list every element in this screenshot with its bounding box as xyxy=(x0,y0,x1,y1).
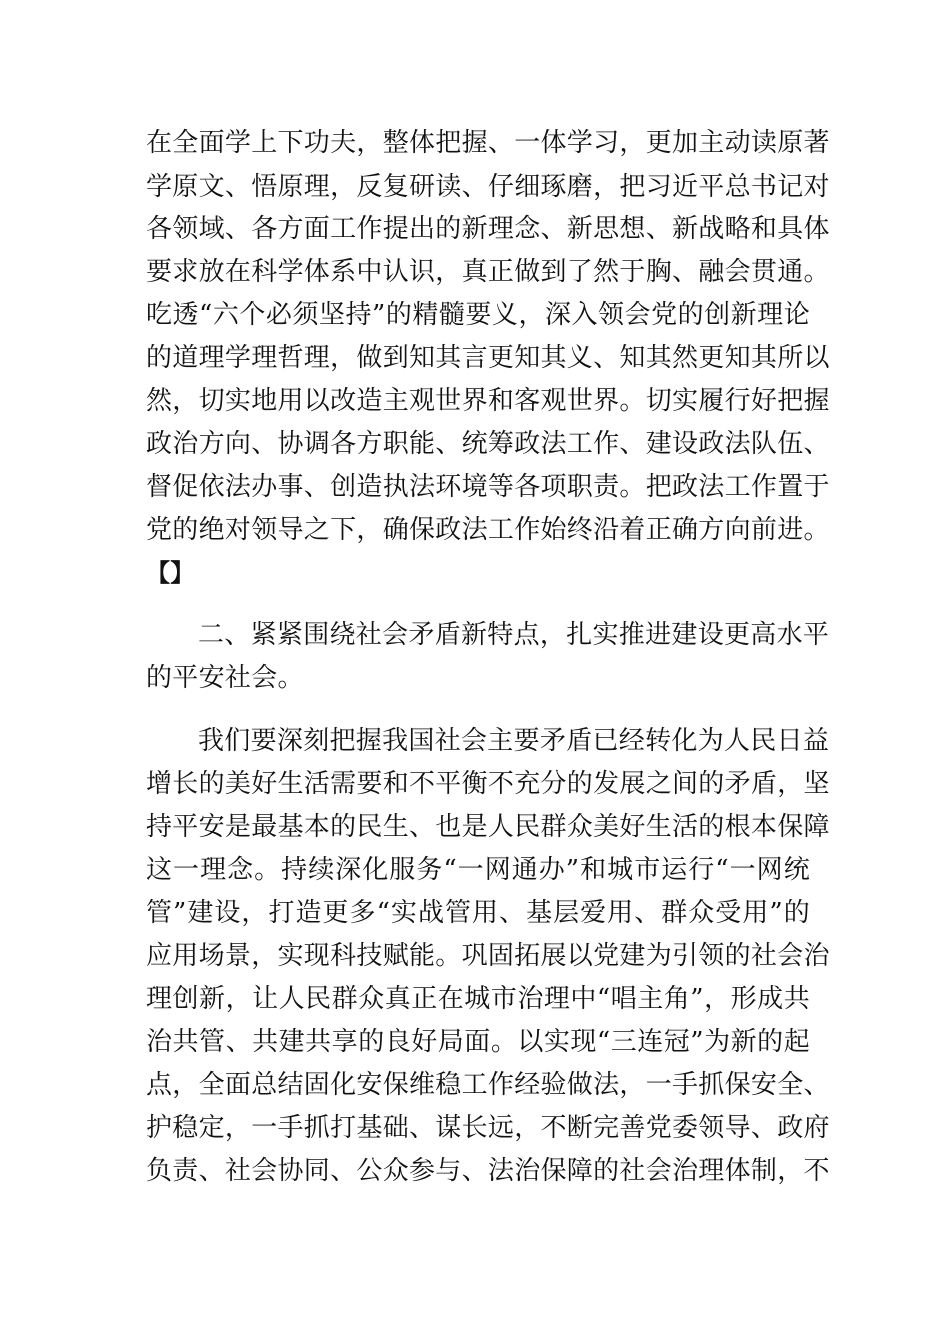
paragraph-2-line-6: 应用场景，实现科技赋能。巩固拓展以党建为引领的社会治 xyxy=(146,941,830,971)
paragraph-1-line-9: 督促依法办事、创造执法环境等各项职责。把政法工作置于 xyxy=(146,472,830,502)
paragraph-1-line-7: 然，切实地用以改造主观世界和客观世界。切实履行好把握 xyxy=(146,386,830,416)
paragraph-1-line-1: 在全面学上下功夫，整体把握、一体学习，更加主动读原著 xyxy=(146,128,830,158)
paragraph-2-line-11: 负责、社会协同、公众参与、法治保障的社会治理体制，不 xyxy=(146,1156,830,1186)
section-2-heading-line-2: 的平安社会。 xyxy=(146,663,304,693)
paragraph-1-line-4: 要求放在科学体系中认识，真正做到了然于胸、融会贯通。 xyxy=(146,257,830,287)
paragraph-2-line-3: 持平安是最基本的民生、也是人民群众美好生活的根本保障 xyxy=(146,812,830,842)
paragraph-1-line-10: 党的绝对领导之下，确保政法工作始终沿着正确方向前进。 xyxy=(146,515,830,545)
paragraph-2-line-10: 护稳定，一手抓打基础、谋长远，不断完善党委领导、政府 xyxy=(146,1113,830,1143)
section-2-heading-line-1: 二、紧紧围绕社会矛盾新特点，扎实推进建设更高水平 xyxy=(198,620,830,650)
paragraph-1-line-3: 各领域、各方面工作提出的新理念、新思想、新战略和具体 xyxy=(146,214,830,244)
paragraph-2-line-2: 增长的美好生活需要和不平衡不充分的发展之间的矛盾，坚 xyxy=(146,769,830,799)
paragraph-2-line-1: 我们要深刻把握我国社会主要矛盾已经转化为人民日益 xyxy=(198,726,830,756)
paragraph-1-line-8: 政治方向、协调各方职能、统筹政法工作、建设政法队伍、 xyxy=(146,429,830,459)
paragraph-2-line-8: 治共管、共建共享的良好局面。以实现“三连冠”为新的起 xyxy=(146,1027,810,1057)
paragraph-2-line-7: 理创新，让人民群众真正在城市治理中“唱主角”，形成共 xyxy=(146,984,810,1014)
paragraph-2-line-4: 这一理念。持续深化服务“一网通办”和城市运行“一网统 xyxy=(146,855,810,885)
paragraph-2-line-5: 管”建设，打造更多“实战管用、基层爱用、群众受用”的 xyxy=(146,898,810,928)
paragraph-1-line-5: 吃透“六个必须坚持”的精髓要义，深入领会党的创新理论 xyxy=(146,300,810,330)
paragraph-2-line-9: 点，全面总结固化安保维稳工作经验做法，一手抓保安全、 xyxy=(146,1070,830,1100)
paragraph-1-line-2: 学原文、悟原理，反复研读、仔细琢磨，把习近平总书记对 xyxy=(146,172,830,202)
paragraph-1-line-6: 的道理学理哲理，做到知其言更知其义、知其然更知其所以 xyxy=(146,343,830,373)
empty-bracket-marker: 【】 xyxy=(146,559,195,587)
